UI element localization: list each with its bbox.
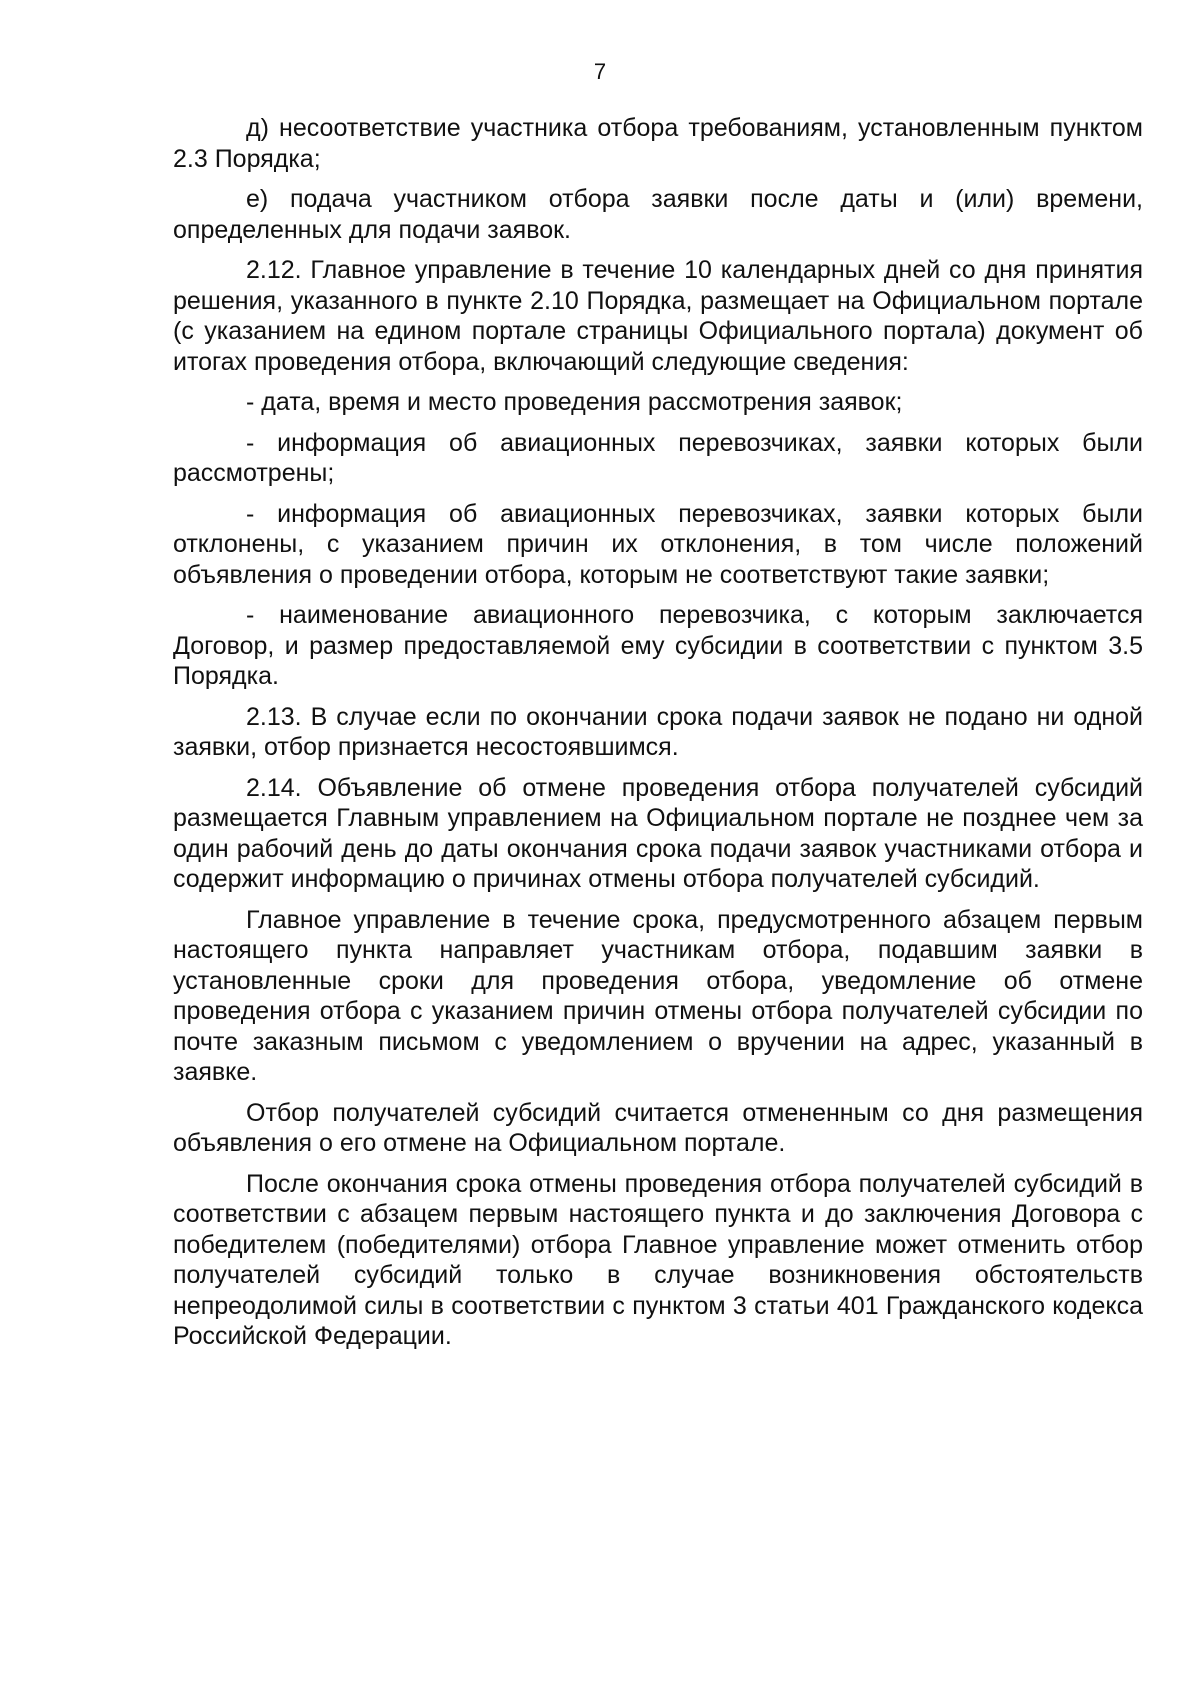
paragraph-2-12: 2.12. Главное управление в течение 10 календарных дней со дня принятия решения, указанного в пункте 2.10 Порядка, размещает на Официальном портале (с указанием на едином портале страницы Официального портала) документ об итогах проведения отбора, включающий следующие сведения: (173, 256, 1143, 376)
paragraph-item-d: д) несоответствие участника отбора требованиям, установленным пунктом 2.3 Порядка; (173, 114, 1143, 173)
paragraph-2-14: 2.14. Объявление об отмене проведения отбора получателей субсидий размещается Главным управлением на Официальном портале не позднее чем за один рабочий день до даты окончания срока подачи заявок участниками отбора и содержит информацию о причинах отмены отбора получателей субсидий. (173, 773, 1143, 893)
paragraph-item-e: е) подача участником отбора заявки после даты и (или) времени, определенных для подачи заявок. (173, 185, 1143, 244)
list-item-considered-carriers: - информация об авиационных перевозчиках, заявки которых были рассмотрены; (173, 428, 1143, 487)
list-item-selected-carrier: - наименование авиационного перевозчика, с которым заключается Договор, и размер предоставляемой ему субсидии в соответствии с пунктом 3.5 Порядка. (173, 601, 1143, 690)
list-item-date-time-place: - дата, время и место проведения рассмотрения заявок; (246, 388, 903, 416)
paragraph-2-13: 2.13. В случае если по окончании срока подачи заявок не подано ни одной заявки, отбор признается несостоявшимся. (173, 702, 1143, 761)
page-number: 7 (593, 59, 607, 84)
paragraph-cancellation-effective: Отбор получателей субсидий считается отмененным со дня размещения объявления о его отмене на Официальном портале. (173, 1098, 1143, 1157)
list-item-rejected-carriers: - информация об авиационных перевозчиках, заявки которых были отклонены, с указанием причин их отклонения, в том числе положений объявления о проведении отбора, которым не соответствуют такие заявки; (173, 499, 1143, 589)
paragraph-notification: Главное управление в течение срока, предусмотренного абзацем первым настоящего пункта направляет участникам отбора, подавшим заявки в установленные сроки для проведения отбора, уведомление об отмене проведения отбора с указанием причин отмены отбора получателей субсидии по почте заказным письмом с уведомлением о вручении на адрес, указанный в заявке. (173, 905, 1143, 1086)
document-body (173, 113, 1143, 1362)
paragraph-force-majeure: После окончания срока отмены проведения отбора получателей субсидий в соответствии с абзацем первым настоящего пункта и до заключения Договора с победителем (победителями) отбора Главное управление может отменить отбор получателей субсидий только в случае возникновения обстоятельств непреодолимой силы в соответствии с пунктом 3 статьи 401 Гражданского кодекса Российской Федерации. (173, 1169, 1143, 1350)
